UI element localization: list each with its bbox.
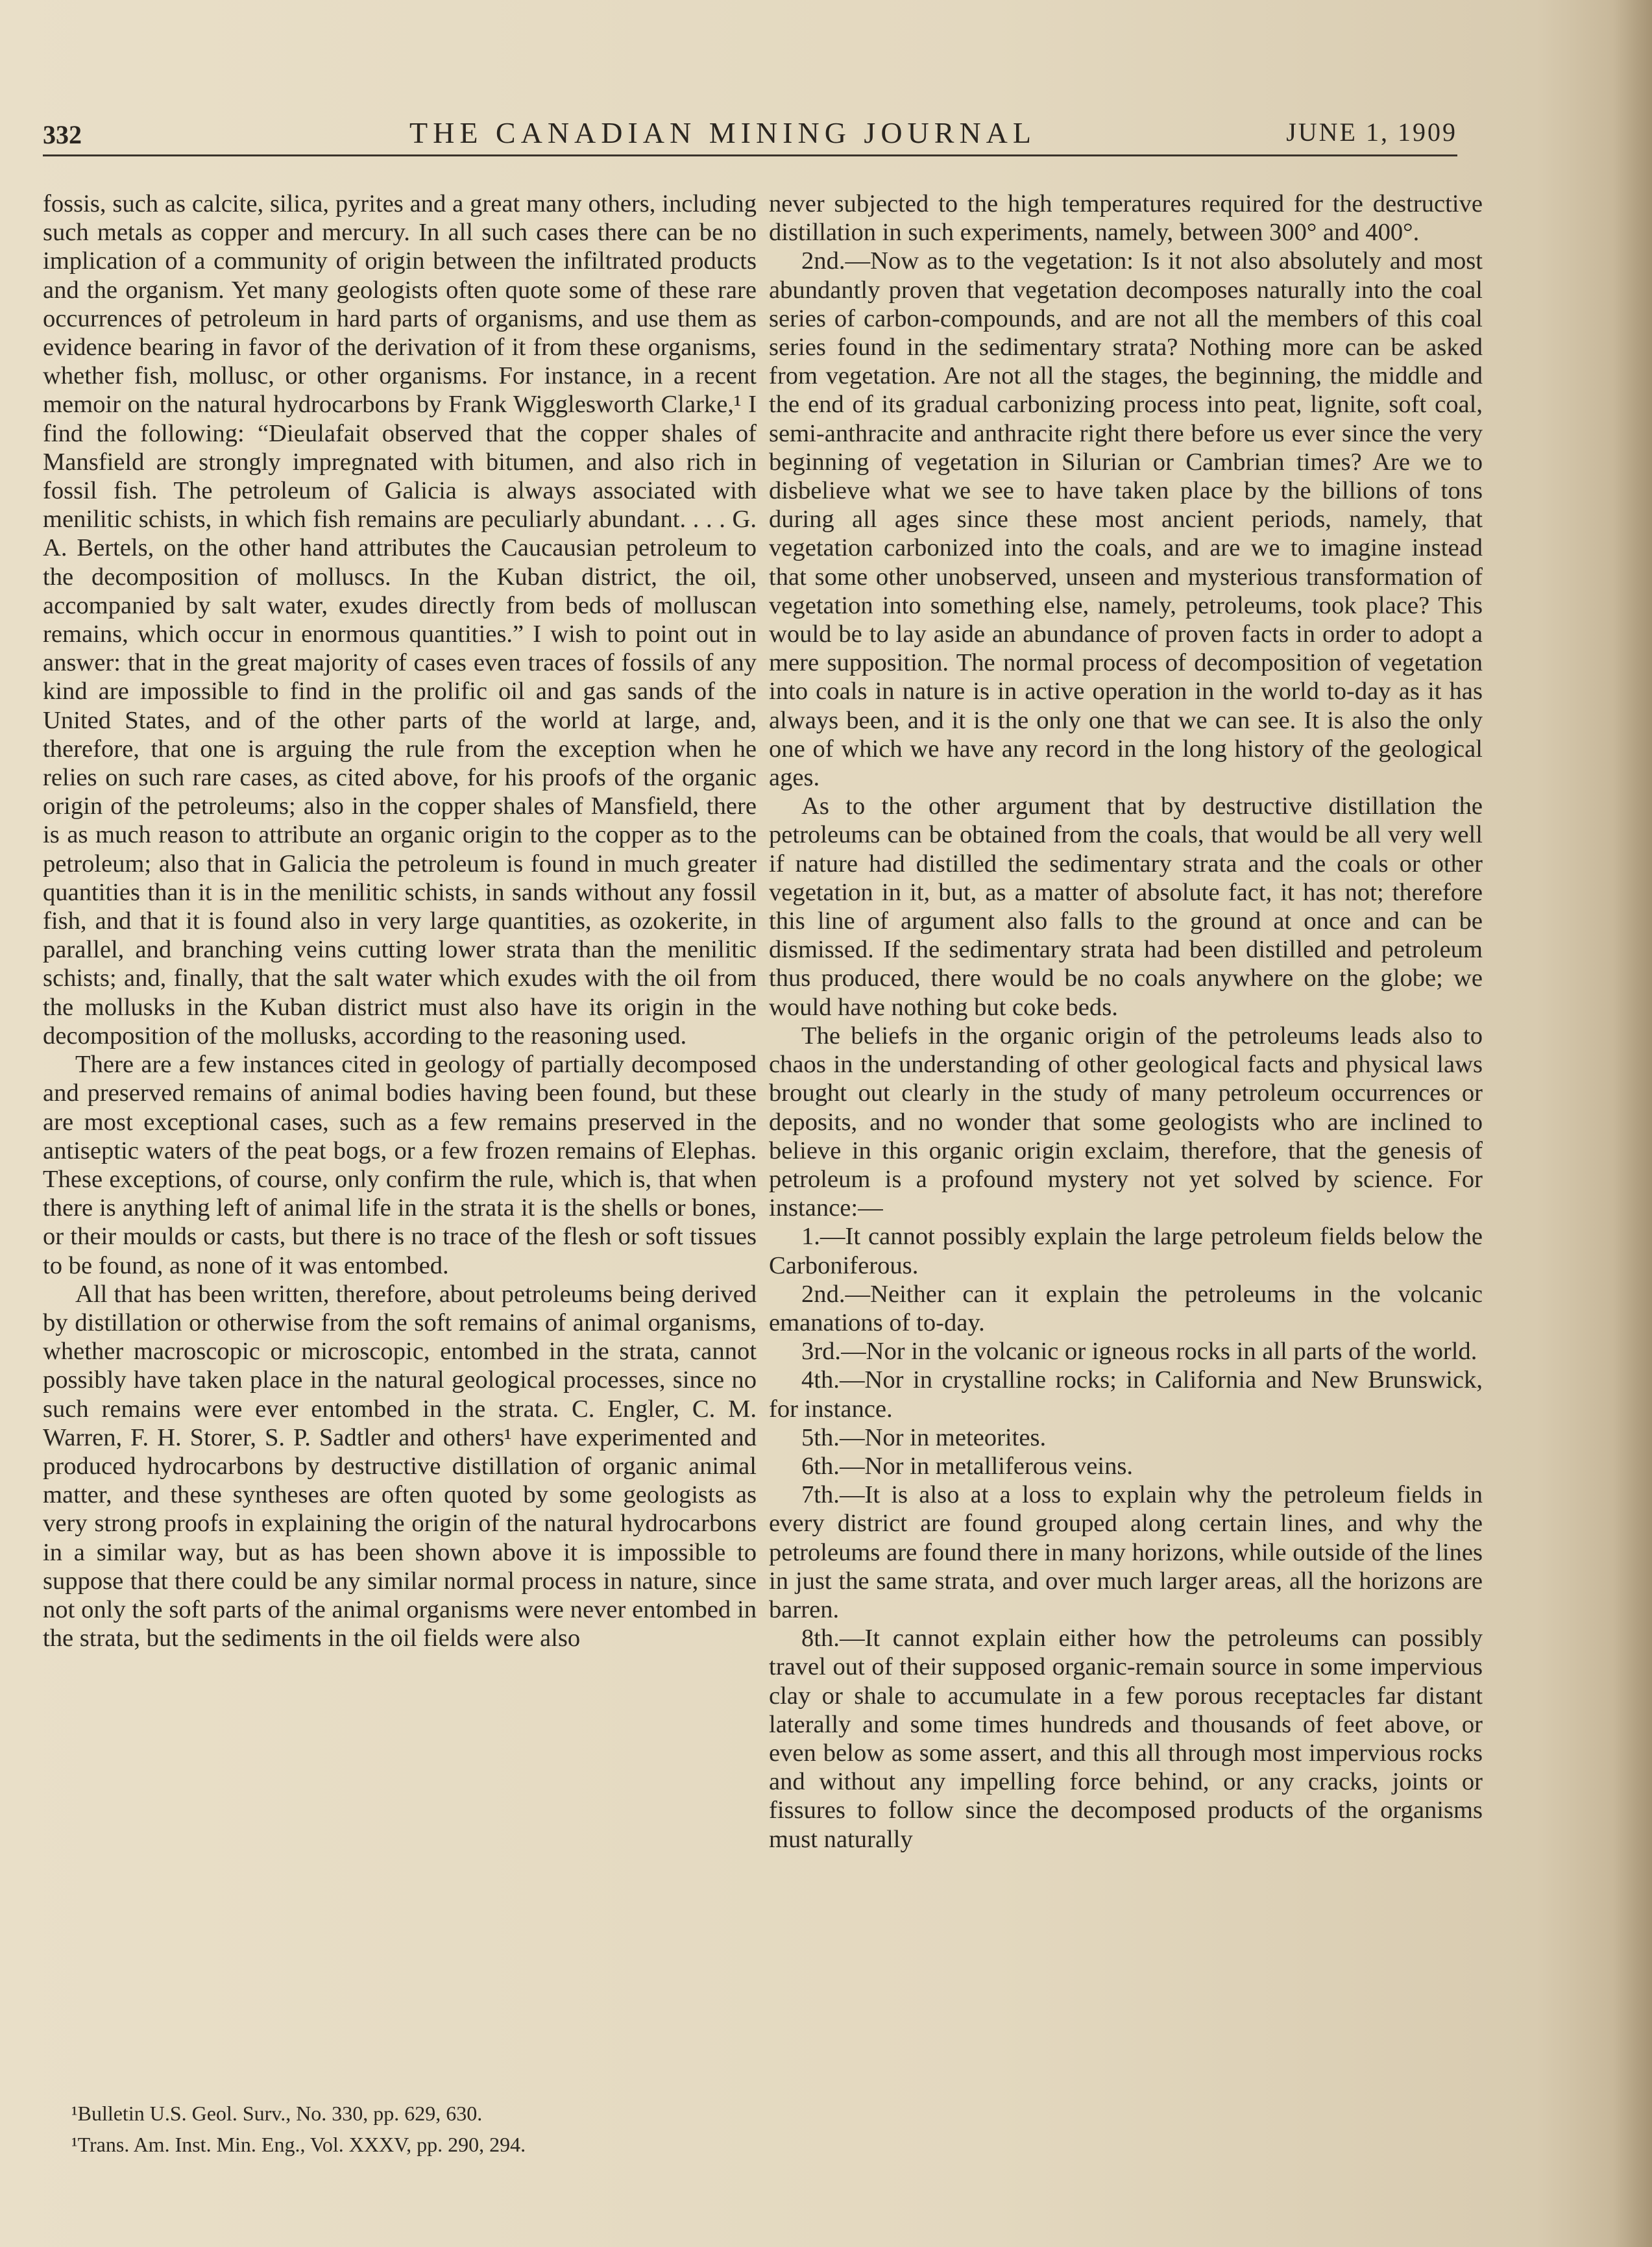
paragraph: 2nd.—Now as to the vegetation: Is it not also absolutely and most abundantly proven that vegetation decomposes naturally into the coal series of carbon-compounds, and are not all the members of this coal series found in the sedimentary strata? Nothing more can be asked from vegetation. Are not all the stages, the beginning, the middle and the end of its gradual carbonizing process into peat, lignite, soft coal, semi-anthracite and anthracite right there before us ever since the very beginning of vegetation in Silurian or Cambrian times? Are we to disbelieve what we see to have taken place by the billions of tons during all ages since these most ancient periods, namely, that vegetation carbonized into the coals, and are we to imagine instead that some other unobserved, unseen and mysterious transformation of vegetation into something else, namely, petroleums, took place? This would be to lay aside an abundance of proven facts in order to adopt a mere supposition. The normal process of decomposition of vegetation into coals in nature is in active operation in the world to-day as it has always been, and it is the only one that we can see. It is also the only one of which we have any record in the long history of the geological ages. <box>769 247 1483 792</box>
journal-title: THE CANADIAN MINING JOURNAL <box>409 116 1036 149</box>
list-item: 2nd.—Neither can it explain the petroleums in the volcanic emanations of to-day. <box>769 1280 1483 1336</box>
paragraph: never subjected to the high temperatures required for the destructive distillation in such experiments, namely, between 300° and 400°. <box>769 190 1483 247</box>
list-item: 5th.—Nor in meteorites. <box>801 1423 1047 1451</box>
list-item: 8th.—It cannot explain either how the petroleums can possibly travel out of their supposed organic-remain source in some impervious clay or shale to accumulate in a few porous receptacles far distant laterally and some times hundreds and thousands of feet above, or even below as some assert, and this all through most impervious rocks and without any impelling force behind, or any cracks, joints or fissures to follow since the decomposed products of the organisms must naturally <box>769 1625 1483 1853</box>
footnote: ¹Bulletin U.S. Geol. Surv., No. 330, pp. 629, 630. <box>71 2102 483 2125</box>
issue-date: JUNE 1, 1909 <box>1286 117 1457 147</box>
list-item: 4th.—Nor in crystalline rocks; in California and New Brunswick, for instance. <box>769 1366 1483 1423</box>
list-item: 3rd.—Nor in the volcanic or igneous rocks in all parts of the world. <box>801 1338 1477 1366</box>
right-column <box>769 190 1483 1854</box>
left-column <box>43 190 757 1652</box>
paragraph: The beliefs in the organic origin of the petroleums leads also to chaos in the understanding of other geological facts and physical laws brought out clearly in the study of many petroleum occurrences or deposits, and no wonder that some geologists who are inclined to believe in this organic origin exclaim, therefore, that the genesis of petroleum is a profound mystery not yet solved by science. For instance:— <box>769 1022 1483 1222</box>
paragraph: There are a few instances cited in geology of partially decomposed and preserved remains of animal bodies having been found, but these are most exceptional cases, such as a few remains preserved in the antiseptic waters of the peat bogs, or a few frozen remains of Elephas. These exceptions, of course, only confirm the rule, which is, that when there is anything left of animal life in the strata it is the shells or bones, or their moulds or casts, but there is no trace of the flesh or soft tissues to be found, as none of it was entombed. <box>43 1051 757 1279</box>
paragraph: All that has been written, therefore, about petroleums being derived by distillation or otherwise from the soft remains of animal organisms, whether macroscopic or microscopic, entombed in the strata, cannot possibly have taken place in the natural geological processes, since no such remains were ever entombed in the strata. C. Engler, C. M. Warren, F. H. Storer, S. P. Sadtler and others¹ have experimented and produced hydrocarbons by destructive distillation of organic animal matter, and these syntheses are often quoted by some geologists as very strong proofs in explaining the origin of the natural hydrocarbons in a similar way, but as has been shown above it is impossible to suppose that there could be any similar normal process in nature, since not only the soft parts of the animal organisms were never entombed in the strata, but the sediments in the oil fields were also <box>43 1280 757 1652</box>
footnote: ¹Trans. Am. Inst. Min. Eng., Vol. XXXV, pp. 290, 294. <box>71 2133 526 2156</box>
page-number: 332 <box>43 120 82 149</box>
list-item: 6th.—Nor in metalliferous veins. <box>801 1452 1134 1480</box>
paragraph: fossis, such as calcite, silica, pyrites and a great many others, including such metals as copper and mercury. In all such cases there can be no implication of a community of origin between the infiltrated products and the organism. Yet many geologists often quote some of these rare occurrences of petroleum in hard parts of organisms, and use them as evidence bearing in favor of the derivation of it from these organisms, whether fish, mollusc, or other organisms. For instance, in a recent memoir on the natural hydrocarbons by Frank Wigglesworth Clarke,¹ I find the following: “Dieulafait observed that the copper shales of Mansfield are strongly impregnated with bitumen, and also rich in fossil fish. The petroleum of Galicia is always associated with menilitic schists, in which fish remains are peculiarly abundant. . . . G. A. Bertels, on the other hand attributes the Caucausian petroleum to the decomposition of molluscs. In the Kuban district, the oil, accompanied by salt water, exudes directly from beds of molluscan remains, which occur in enormous quantities.” I wish to point out in answer: that in the great majority of cases even traces of fossils of any kind are impossible to find in the prolific oil and gas sands of the United States, and of the other parts of the world at large, and, therefore, that one is arguing the rule from the exception when he relies on such rare cases, as cited above, for his proofs of the organic origin of the petroleums; also in the copper shales of Mansfield, there is as much reason to attribute an organic origin to the copper as to the petroleum; also that in Galicia the petroleum is found in much greater quantities than it is in the menilitic schists, in sands without any fossil fish, and that it is found also in very large quantities, as ozokerite, in parallel, and branching veins cutting lower strata than the menilitic schists; and, finally, that the salt water which exudes with the oil from the mollusks in the Kuban district must also have its origin in the decomposition of the mollusks, according to the reasoning used. <box>43 190 757 1050</box>
paragraph: As to the other argument that by destructive distillation the petroleums can be obtained from the coals, that would be all very well if nature had distilled the sedimentary strata and the coals or other vegetation in it, but, as a matter of absolute fact, it has not; therefore this line of argument also falls to the ground at once and can be dismissed. If the sedimentary strata had been distilled and petroleum thus produced, there would be no coals anywhere on the globe; we would have nothing but coke beds. <box>769 792 1483 1021</box>
list-item: 1.—It cannot possibly explain the large petroleum fields below the Carboniferous. <box>769 1223 1483 1279</box>
list-item: 7th.—It is also at a loss to explain why the petroleum fields in every district are found grouped along certain lines, and why the petroleums are found there in many horizons, while outside of the lines in just the same strata, and over much larger areas, all the horizons are barren. <box>769 1481 1483 1623</box>
page-header <box>43 116 1457 154</box>
header-rule <box>43 154 1457 156</box>
page-edge-shadow <box>1613 0 1652 2247</box>
footnotes <box>71 2098 720 2160</box>
